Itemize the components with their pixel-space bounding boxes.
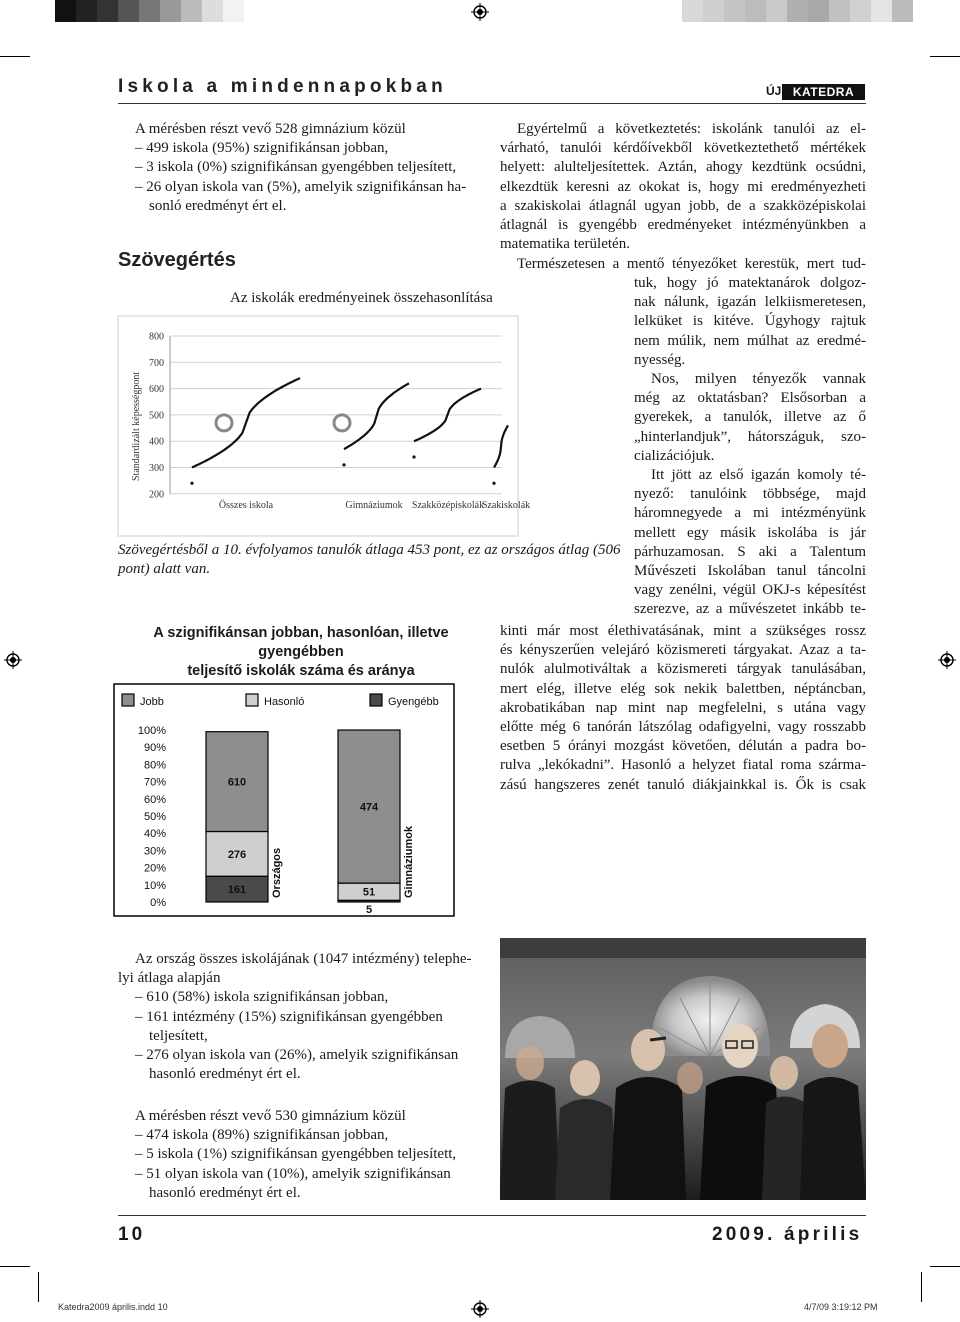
- text-line: nem múlik, nem múlhat az eredmé-: [634, 332, 866, 349]
- caption-line: Szövegértésből a 10. évfolyamos tanulók átlaga 453 pont, ez az országos átlag (506: [118, 542, 621, 558]
- text-line: gyerekek, a tanulók, illetve az ő: [634, 409, 866, 426]
- bar-chart-heading: [118, 624, 484, 681]
- students-group-photo: [500, 938, 866, 1200]
- text-line: cializációjuk.: [634, 447, 715, 464]
- heading-line: A szignifikánsan jobban, hasonlóan, illetve gyengébben: [153, 625, 449, 660]
- crop-mark: [0, 56, 30, 57]
- legend-swatch: [370, 694, 382, 706]
- text-line: Az ország összes iskolájának (1047 intézmény) telephe-: [135, 951, 472, 967]
- text-line: hasonló eredményt ért el.: [149, 1066, 301, 1083]
- gymnasium-reading-results-text: [118, 1107, 456, 1203]
- y-tick-label: 60%: [143, 793, 166, 806]
- conclusion-paragraph: [500, 120, 866, 254]
- page-number: 10: [118, 1224, 146, 1245]
- line-chart-title: Az iskolák eredményeinek összehasonlítása: [230, 290, 493, 306]
- registration-mark-icon: [938, 651, 956, 669]
- registration-mark-icon: [471, 1300, 489, 1318]
- national-results-text: [118, 950, 472, 1084]
- y-tick-label: 700: [149, 357, 164, 369]
- caption-line: pont) alatt van.: [118, 561, 211, 578]
- running-header-title: Iskola a mindennapokban: [118, 76, 447, 97]
- bar-value-label: 610: [227, 776, 247, 789]
- factors-paragraph-wrapped: [634, 274, 866, 620]
- text-line: esetben 5 órányi mozgást követően, délután a padra bo-: [500, 738, 866, 755]
- crop-mark: [930, 56, 960, 57]
- text-line: kinti már most élethivatásának, mint a szükséges rossz: [500, 623, 866, 639]
- y-tick-label: 200: [149, 489, 164, 501]
- motivation-paragraph: [500, 622, 866, 795]
- footer-rule: [118, 1215, 866, 1216]
- y-tick-label: 40%: [143, 828, 166, 841]
- bar-value-label: 161: [227, 884, 247, 897]
- text-line: nyesség.: [634, 351, 686, 368]
- text-line: szerezve, az a művészetet inkább te-: [634, 601, 866, 618]
- text-line: háromnegyede a mi intézményünk: [634, 505, 866, 522]
- text-line: mellett egy másik iskolába is jár: [634, 524, 866, 541]
- bar-category-label: Gimnáziumok: [403, 825, 415, 898]
- text-line: és kényszerűen velejáró közismereti tárgyakat. Azaz a ta-: [500, 642, 866, 659]
- text-line: előtte még 6 tanórán látszólag odafigyelni, vagy rosszabb: [500, 719, 866, 736]
- gymnasium-math-results-text: [118, 120, 466, 216]
- bar-value-label: 474: [359, 801, 379, 814]
- text-line: akrobatikában nap mint nap megfelelni, s utána vagy: [500, 699, 866, 716]
- text-line: sonló eredményt ért el.: [149, 197, 287, 214]
- text-line: helyett: alulteljesítettek. Aztán, ahogy kezdtünk ocsúdni,: [500, 159, 866, 176]
- text-line: párhuzamosan. S aki a Talentum: [634, 543, 866, 560]
- text-line: lelküket is kitéve. Úgyhogy rajtuk: [634, 313, 866, 330]
- bar-value-label: 276: [227, 848, 247, 861]
- outlier-point: [412, 455, 415, 458]
- text-line: Egyértelmű a következtetés: iskolánk tanulói az el-: [517, 121, 866, 137]
- color-control-strip-left: [55, 0, 244, 22]
- school-results-comparison-chart: [118, 316, 531, 536]
- text-line: mert elég, illetve elég sok nekik balettben, néptáncban,: [500, 680, 866, 697]
- category-label: Szakiskolák: [481, 500, 531, 511]
- legend-label: Gyengébb: [388, 696, 439, 708]
- significance-bar-chart: [114, 684, 454, 916]
- indd-slug-time: 4/7/09 3:19:12 PM: [804, 1302, 878, 1312]
- text-line: átlagnál is gyengébb eredményeket intézményünkben a: [500, 217, 866, 234]
- text-line: nak nálunk, igazán lelkiismeretesen,: [634, 294, 866, 311]
- text-line: „hinterlandjuk”, hátországuk, szo-: [634, 428, 866, 445]
- text-line: rulva „lekókadni”. Hasonló a helyzet fiatal roma szárma-: [500, 757, 866, 774]
- y-tick-label: 10%: [143, 879, 166, 892]
- legend-label: Jobb: [140, 696, 164, 708]
- chart-caption: [118, 541, 620, 579]
- text-line: – 276 olyan iskola van (26%), amelyik szignifikánsan: [135, 1047, 459, 1064]
- factors-paragraph-lead: [500, 255, 866, 274]
- issue-date: 2009. április: [712, 1224, 863, 1245]
- legend-swatch: [246, 694, 258, 706]
- text-line: A mérésben részt vevő 530 gimnázium közül: [135, 1108, 406, 1124]
- crop-mark: [921, 1272, 922, 1302]
- text-line: nyező: tanulóink többsége, majd: [634, 486, 866, 503]
- legend-swatch: [122, 694, 134, 706]
- category-label: Összes iskola: [218, 500, 274, 511]
- y-tick-label: 50%: [143, 811, 166, 823]
- category-label: Gimnáziumok: [345, 500, 403, 511]
- crop-mark: [930, 1266, 960, 1267]
- text-line: elkezdtük keresni az okokat is, hogy mi eredményezheti: [500, 178, 866, 195]
- y-tick-label: 70%: [143, 776, 166, 789]
- y-tick-label: 80%: [143, 759, 166, 772]
- bar-category-label: Országos: [271, 847, 283, 898]
- text-line: Természetesen a mentő tényezőket kerestük, mert tud-: [517, 256, 866, 272]
- y-tick-label: 100%: [137, 725, 166, 737]
- text-line: A mérésben részt vevő 528 gimnázium közül: [135, 121, 406, 137]
- chart-categories: [219, 499, 530, 511]
- text-line: a szakiskolai átlagnál ugyan jobb, de a szakközépiskolai: [500, 197, 866, 214]
- section-heading: Szövegértés: [118, 249, 236, 271]
- text-line: zású hangszeres zenét tanuló diákjainkkal is. Ők is csak: [500, 776, 866, 793]
- text-line: – 474 iskola (89%) szignifikánsan jobban,: [135, 1127, 389, 1144]
- text-line: – 161 intézmény (15%) szignifikánsan gyengébben: [135, 1008, 443, 1025]
- crop-mark: [38, 1272, 39, 1302]
- y-axis-label: Standardizált képességpont: [131, 371, 142, 481]
- outlier-point: [342, 463, 345, 466]
- bar-value-label: 5: [365, 904, 373, 916]
- logo-prefix: ÚJ: [766, 84, 782, 98]
- text-line: tuk, hogy jó matektanárok dolgoz-: [634, 275, 866, 291]
- text-line: még az oktatásban? Elsősorban a: [634, 390, 866, 407]
- y-tick-label: 600: [149, 384, 164, 396]
- outlier-point: [492, 482, 495, 485]
- text-line: várható, tanulói kérdőívekből következtethető mértékek: [500, 140, 866, 157]
- crop-mark: [0, 1266, 30, 1267]
- text-line: teljesített,: [149, 1027, 208, 1044]
- text-line: – 3 iskola (0%) szignifikánsan gyengébben teljesített,: [135, 159, 457, 176]
- y-tick-label: 500: [149, 410, 164, 422]
- indd-slug-file: Katedra2009 április.indd 10: [58, 1302, 168, 1312]
- heading-line: teljesítő iskolák száma és aránya: [187, 663, 415, 679]
- y-tick-label: 400: [149, 436, 164, 448]
- legend-label: Hasonló: [264, 696, 305, 708]
- bar-value-label: 51: [362, 886, 376, 899]
- text-line: Művészeti Iskolában tanul táncolni: [634, 563, 866, 580]
- text-line: – 499 iskola (95%) szignifikánsan jobban,: [135, 140, 389, 157]
- header-rule: [118, 103, 866, 104]
- text-line: hasonló eredményt ért el.: [149, 1184, 301, 1201]
- text-line: – 51 olyan iskola van (10%), amelyik szignifikánsan: [135, 1165, 451, 1182]
- category-label: Szakközépiskolák: [411, 500, 485, 511]
- text-line: – 610 (58%) iskola szignifikánsan jobban,: [135, 989, 389, 1006]
- registration-mark-icon: [471, 3, 489, 21]
- logo-katedra: KATEDRA: [782, 84, 865, 100]
- registration-mark-icon: [4, 651, 22, 669]
- y-tick-label: 90%: [143, 742, 166, 755]
- text-line: lyi átlaga alapján: [118, 970, 221, 987]
- y-tick-label: 800: [149, 331, 164, 343]
- y-tick-label: 300: [149, 463, 164, 474]
- text-line: nulók alulmotiváltak a közismereti tárgyak tanulásában,: [500, 661, 866, 678]
- text-line: – 5 iskola (1%) szignifikánsan gyengébben teljesített,: [135, 1146, 457, 1163]
- text-line: Itt jött az első igazán komoly té-: [651, 467, 866, 484]
- y-tick-label: 0%: [150, 897, 166, 909]
- y-tick-label: 30%: [143, 845, 166, 858]
- color-control-strip-right: [682, 0, 913, 22]
- text-line: – 26 olyan iskola van (5%), amelyik szignifikánsan ha-: [135, 178, 467, 195]
- text-line: vagy zenélni, végül OKJ-s képesítést: [634, 582, 866, 599]
- text-line: Nos, milyen tényezők vannak: [651, 371, 866, 388]
- y-tick-label: 20%: [143, 862, 166, 875]
- outlier-point: [190, 482, 193, 485]
- text-line: matematika területén.: [500, 236, 630, 253]
